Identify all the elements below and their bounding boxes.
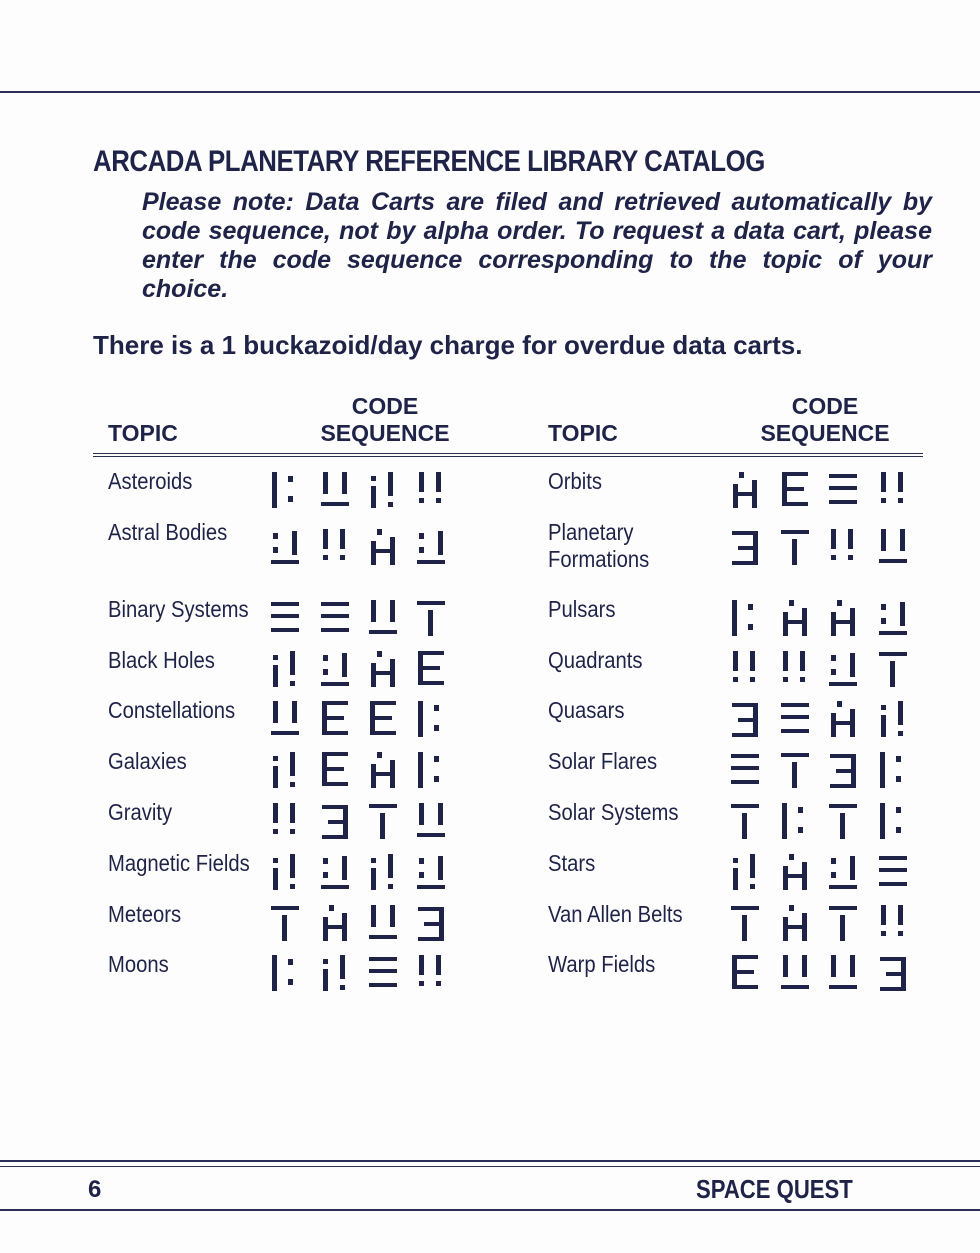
bar-colon-glyph-icon [876, 799, 912, 843]
triple-bar-glyph-icon [778, 697, 814, 741]
e-shape-glyph-icon [318, 697, 354, 741]
topic-label: Meteors [108, 901, 182, 927]
topic-label: Orbits [548, 468, 602, 494]
topic-label: Black Holes [108, 647, 215, 673]
topic-label: Magnetic Fields [108, 850, 250, 876]
dot-h-glyph-icon [778, 596, 814, 640]
triple-bar-glyph-icon [728, 748, 764, 792]
dot-h-glyph-icon [366, 525, 402, 569]
tee-glyph-icon [876, 647, 912, 691]
topic-label: Stars [548, 850, 596, 876]
dot-h-glyph-icon [318, 901, 354, 945]
tee-glyph-icon [268, 901, 304, 945]
topic-label: Moons [108, 951, 169, 977]
colon-cup-glyph-icon [318, 850, 354, 894]
i-excl-glyph-icon [366, 468, 402, 512]
tee-glyph-icon [366, 799, 402, 843]
footer-rule-top [0, 1160, 980, 1162]
bar-colon-glyph-icon [778, 799, 814, 843]
dot-h-glyph-icon [366, 647, 402, 691]
bar-colon-glyph-icon [268, 951, 304, 995]
e-shape-glyph-icon [728, 951, 764, 995]
triple-bar-glyph-icon [318, 596, 354, 640]
overdue-charge-notice: There is a 1 buckazoid/day charge for overdue data carts. [93, 330, 803, 360]
dot-h-glyph-icon [778, 901, 814, 945]
left-code-header [300, 393, 470, 447]
i-excl-glyph-icon [268, 748, 304, 792]
topic-label: Van Allen Belts [548, 901, 683, 927]
code-header-line1: CODE [351, 393, 419, 419]
topic-label: Pulsars [548, 596, 616, 622]
i-excl-glyph-icon [366, 850, 402, 894]
cup-glyph-icon [414, 799, 450, 843]
tee-glyph-icon [826, 799, 862, 843]
bar-colon-glyph-icon [414, 697, 450, 741]
topic-label: Gravity [108, 799, 173, 825]
cup-glyph-icon [826, 951, 862, 995]
colon-cup-glyph-icon [414, 525, 450, 569]
dot-h-glyph-icon [366, 748, 402, 792]
triple-bar-glyph-icon [876, 850, 912, 894]
cup-glyph-icon [366, 901, 402, 945]
dot-h-glyph-icon [778, 850, 814, 894]
bar-colon-glyph-icon [414, 748, 450, 792]
excl-pair-glyph-icon [414, 951, 450, 995]
excl-pair-glyph-icon [876, 901, 912, 945]
right-code-header [740, 393, 910, 447]
topic-label: Astral Bodies [108, 519, 228, 545]
excl-pair-glyph-icon [268, 799, 304, 843]
i-excl-glyph-icon [728, 850, 764, 894]
top-rule [0, 91, 980, 93]
colon-cup-glyph-icon [876, 596, 912, 640]
tee-glyph-icon [728, 901, 764, 945]
rev-e-glyph-icon [414, 901, 450, 945]
rev-e-glyph-icon [876, 951, 912, 995]
triple-bar-glyph-icon [366, 951, 402, 995]
code-header-line1: CODE [791, 393, 859, 419]
bar-colon-glyph-icon [728, 596, 764, 640]
tee-glyph-icon [414, 596, 450, 640]
right-topic-header: TOPIC [548, 420, 618, 446]
topic-label: Binary Systems [108, 596, 249, 622]
colon-cup-glyph-icon [318, 647, 354, 691]
topic-label: Planetary Formations [548, 519, 650, 572]
topic-label: Solar Systems [548, 799, 679, 825]
left-topic-header: TOPIC [108, 420, 178, 446]
excl-pair-glyph-icon [414, 468, 450, 512]
cup-glyph-icon [318, 468, 354, 512]
dot-h-glyph-icon [826, 596, 862, 640]
page-title: ARCADA PLANETARY REFERENCE LIBRARY CATALOG [93, 145, 765, 178]
colon-cup-glyph-icon [826, 850, 862, 894]
excl-pair-glyph-icon [318, 525, 354, 569]
topic-label: Solar Flares [548, 748, 658, 774]
note-paragraph: Please note: Data Carts are filed and retrieved automatically by code sequence, not by alpha order. To request a data cart, please enter the code sequence corresponding to the topic of your choice. [142, 188, 932, 303]
bar-colon-glyph-icon [268, 468, 304, 512]
topic-label: Galaxies [108, 748, 187, 774]
rev-e-glyph-icon [728, 525, 764, 569]
excl-pair-glyph-icon [876, 468, 912, 512]
code-header-line2: SEQUENCE [760, 420, 890, 446]
topic-label: Warp Fields [548, 951, 656, 977]
colon-cup-glyph-icon [826, 647, 862, 691]
dot-h-glyph-icon [728, 468, 764, 512]
triple-bar-glyph-icon [826, 468, 862, 512]
cup-glyph-icon [778, 951, 814, 995]
colon-cup-glyph-icon [414, 850, 450, 894]
rev-e-glyph-icon [826, 748, 862, 792]
tee-glyph-icon [778, 748, 814, 792]
cup-glyph-icon [366, 596, 402, 640]
cup-glyph-icon [268, 697, 304, 741]
e-shape-glyph-icon [318, 748, 354, 792]
e-shape-glyph-icon [778, 468, 814, 512]
i-excl-glyph-icon [318, 951, 354, 995]
e-shape-glyph-icon [414, 647, 450, 691]
i-excl-glyph-icon [876, 697, 912, 741]
excl-pair-glyph-icon [778, 647, 814, 691]
tee-glyph-icon [778, 525, 814, 569]
code-header-line2: SEQUENCE [320, 420, 450, 446]
i-excl-glyph-icon [268, 850, 304, 894]
excl-pair-glyph-icon [728, 647, 764, 691]
excl-pair-glyph-icon [826, 525, 862, 569]
topic-label: Asteroids [108, 468, 193, 494]
rev-e-glyph-icon [728, 697, 764, 741]
bar-colon-glyph-icon [876, 748, 912, 792]
colon-cup-glyph-icon [268, 525, 304, 569]
rev-e-glyph-icon [318, 799, 354, 843]
page-number: 6 [88, 1176, 102, 1203]
triple-bar-glyph-icon [268, 596, 304, 640]
e-shape-glyph-icon [366, 697, 402, 741]
footer-rule-mid [0, 1166, 980, 1167]
tee-glyph-icon [826, 901, 862, 945]
cup-glyph-icon [876, 525, 912, 569]
topic-label: Quadrants [548, 647, 643, 673]
topic-label: Constellations [108, 697, 236, 723]
i-excl-glyph-icon [268, 647, 304, 691]
footer-brand: SPACE QUEST [696, 1174, 853, 1204]
footer-rule-bottom [0, 1209, 980, 1211]
topic-label: Quasars [548, 697, 625, 723]
tee-glyph-icon [728, 799, 764, 843]
dot-h-glyph-icon [826, 697, 862, 741]
table-header-rule [93, 453, 923, 454]
table-header-rule-2 [93, 456, 923, 457]
